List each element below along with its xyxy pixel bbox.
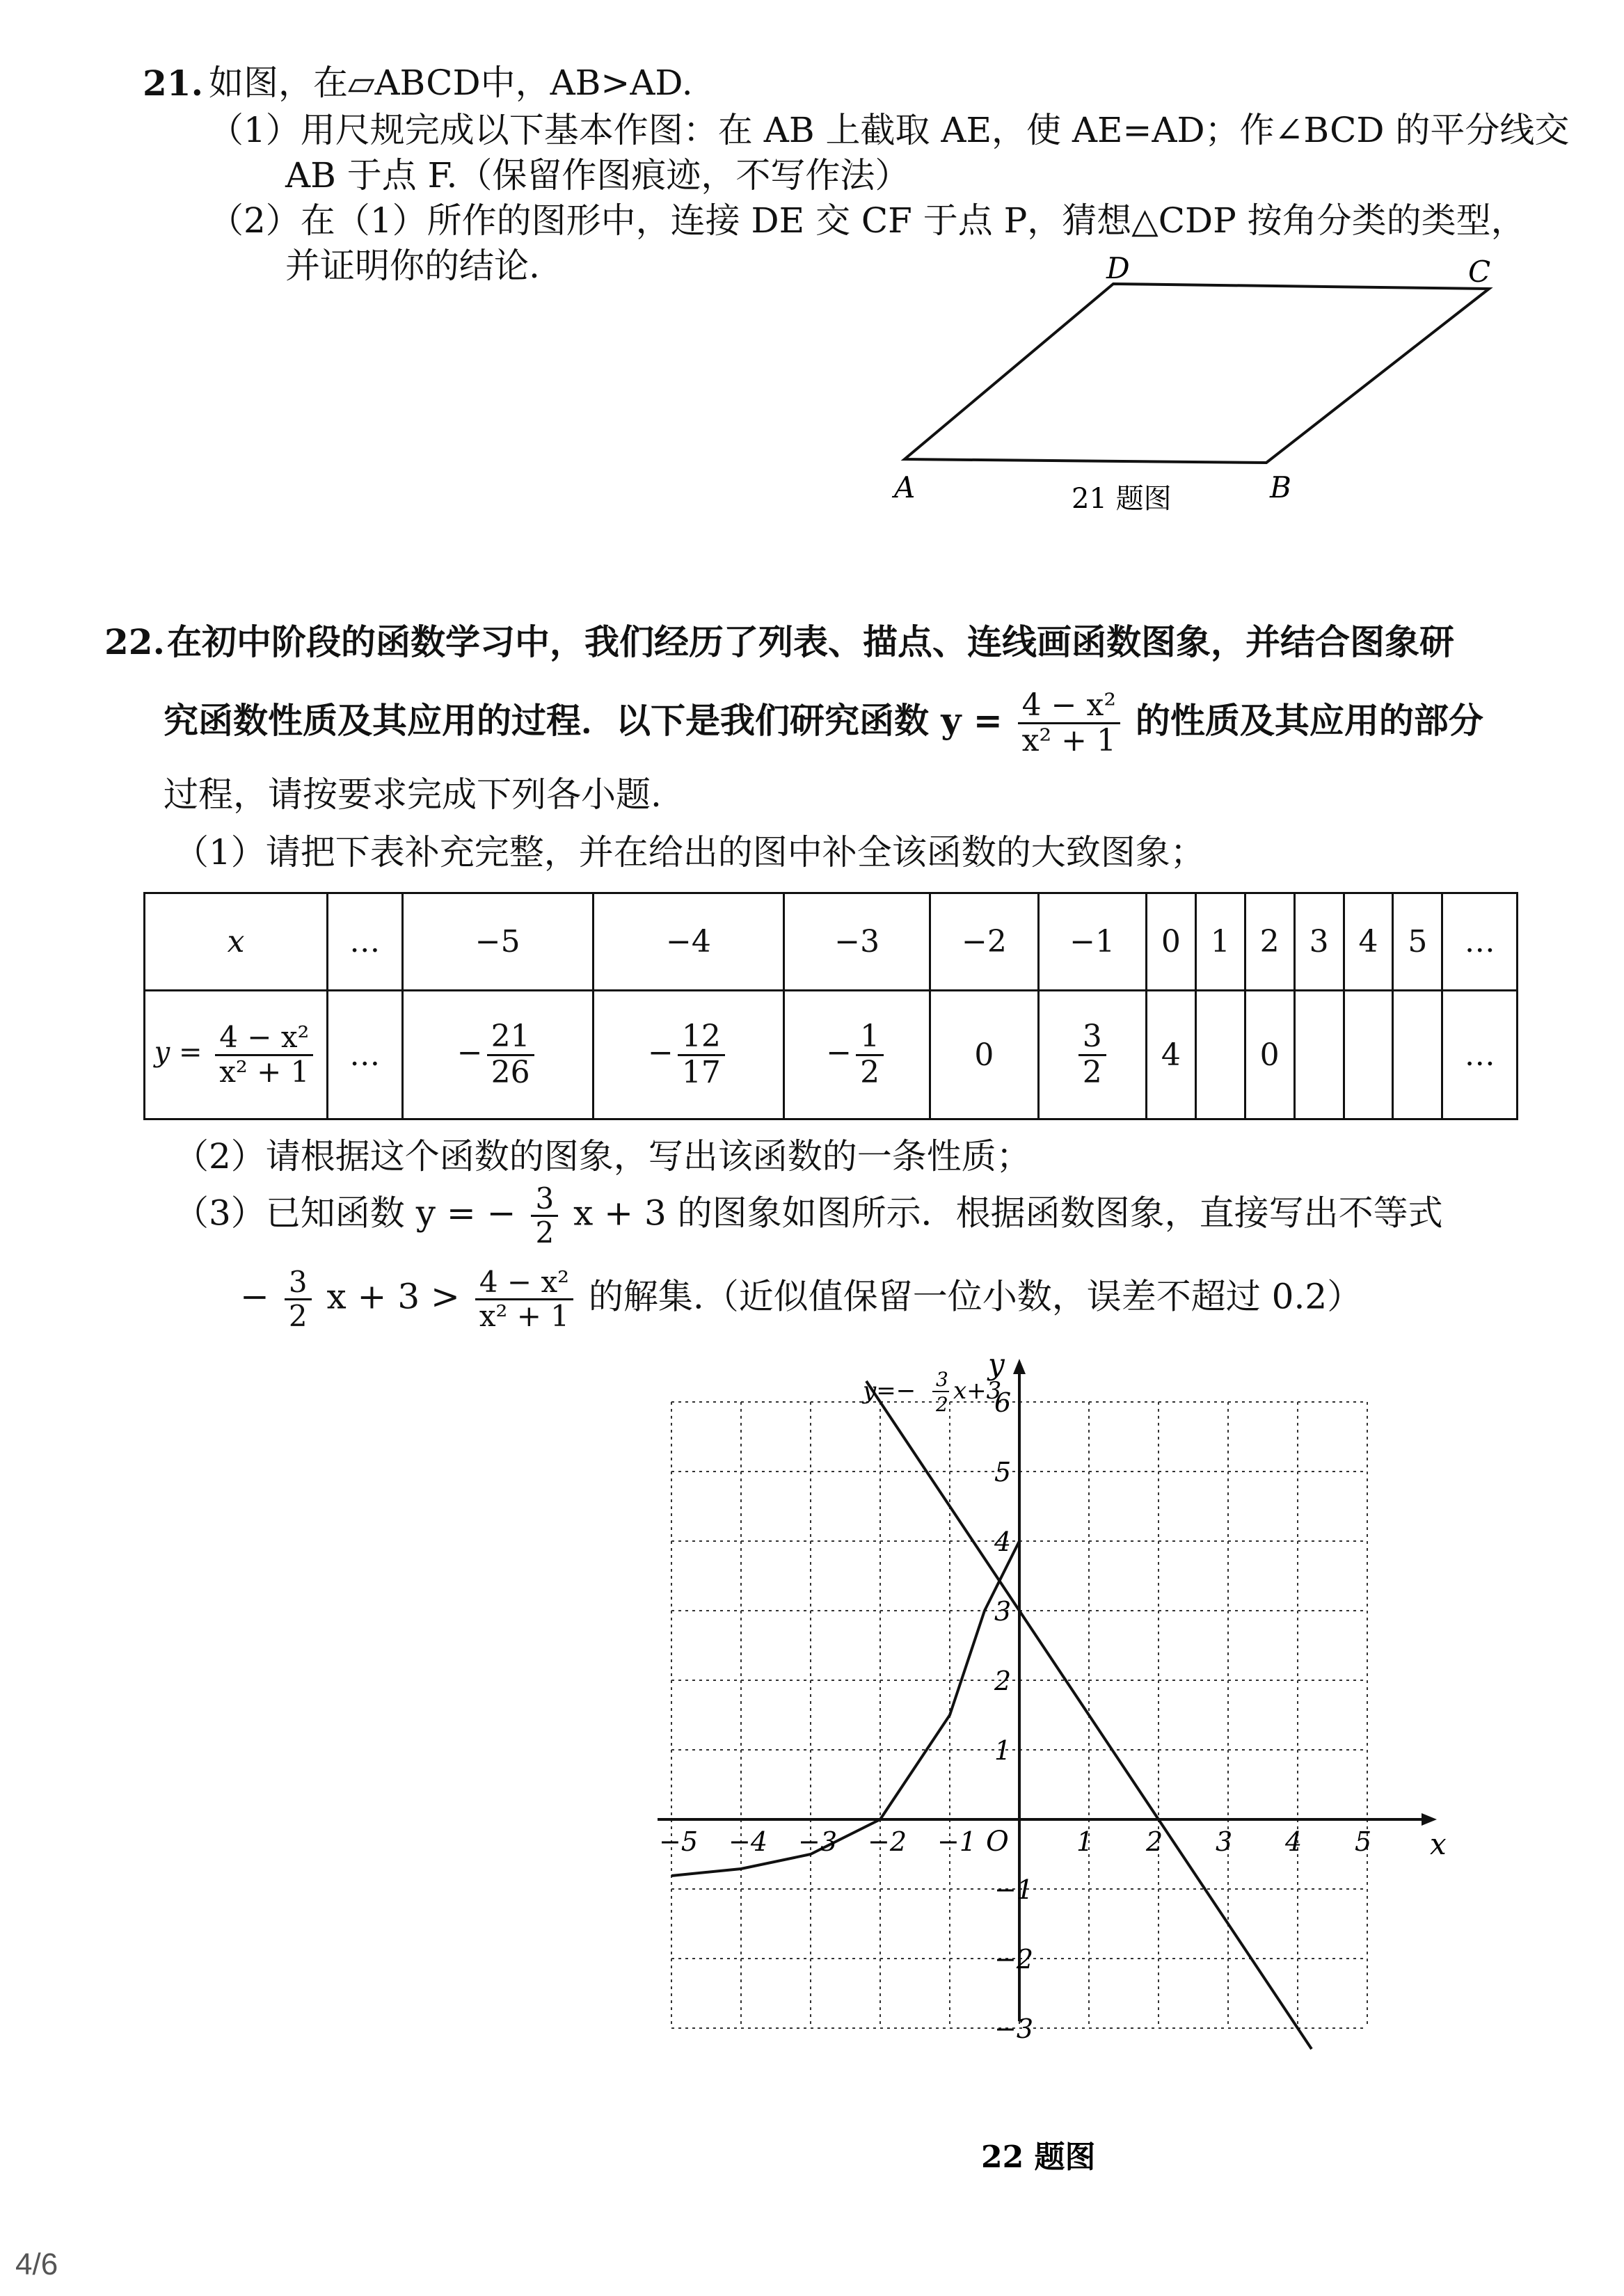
vertex-a-label: A (894, 470, 916, 504)
parallelogram-abcd (905, 284, 1489, 463)
minus-sign: − (456, 1035, 483, 1071)
q22-part3 (174, 1183, 1443, 1249)
x-tick-label: −1 (937, 1826, 977, 1857)
y-tick-label: −1 (994, 1874, 1034, 1905)
table-cell: … (328, 991, 403, 1119)
cell-fraction-den: 2 (860, 1054, 880, 1090)
q22-part3-before: （3）已知函数 y = − (174, 1193, 516, 1234)
table-cell: 1 (1195, 893, 1245, 991)
vertex-c-label: C (1468, 255, 1491, 289)
y-tick-label: 3 (994, 1596, 1012, 1627)
value-table (143, 892, 1518, 1120)
y-tick-label: 1 (994, 1735, 1012, 1766)
q22-part1: （1）请把下表补充完整，并在给出的图中补全该函数的大致图象； (174, 832, 1205, 872)
q22-line2-after: 的性质及其应用的部分 (1135, 699, 1483, 741)
cell-fraction-num: 3 (1078, 1020, 1106, 1055)
q22-number: 22. (104, 621, 165, 662)
origin-label: O (986, 1826, 1009, 1858)
table-cell: 3 (1294, 893, 1344, 991)
q22-inequality (240, 1266, 1362, 1332)
table-cell (1038, 991, 1146, 1119)
cell-fraction (1078, 1020, 1106, 1090)
function-denominator: x² + 1 (1021, 723, 1116, 759)
table-cell: −2 (930, 893, 1038, 991)
table-cell: 0 (1245, 991, 1294, 1119)
y-tick-label: 2 (994, 1666, 1012, 1696)
minus-sign: − (826, 1035, 852, 1071)
table-header-y (145, 991, 328, 1119)
y-label-fraction (215, 1021, 313, 1087)
vertex-d-label: D (1106, 251, 1130, 285)
q22-line2 (164, 689, 1483, 758)
table-cell: 0 (1146, 893, 1195, 991)
x-tick-label: −4 (729, 1826, 768, 1857)
table-row-x (145, 893, 1518, 991)
ineq-right-fraction (475, 1266, 573, 1332)
table-cell (1294, 991, 1344, 1119)
ineq-right-frac-num: 4 − x² (475, 1266, 573, 1300)
x-tick-label: −2 (868, 1826, 907, 1857)
table-cell (1393, 991, 1442, 1119)
table-cell: 4 (1146, 991, 1195, 1119)
q22-line1: 在初中阶段的函数学习中，我们经历了列表、描点、连线画函数图象，并结合图象研 (167, 621, 1454, 662)
cell-fraction-den: 17 (681, 1054, 721, 1090)
y-tick-label: 4 (994, 1526, 1012, 1557)
series-line-rational (671, 1541, 1019, 1876)
function-graph (659, 1343, 1524, 2178)
q21-part2-line2: 并证明你的结论. (285, 246, 540, 286)
table-cell (402, 991, 593, 1119)
x-tick-label: 5 (1355, 1826, 1372, 1857)
x-tick-label: 1 (1076, 1826, 1094, 1857)
x-tick-label: −3 (798, 1826, 838, 1857)
x-tick-label: −5 (659, 1826, 699, 1857)
table-cell (784, 991, 930, 1119)
parallelogram-figure (877, 250, 1517, 515)
line-label-head: y=− (863, 1377, 916, 1405)
x-tick-label: 4 (1285, 1826, 1303, 1857)
q21-part1-line2: AB 于点 F.（保留作图痕迹，不写作法） (285, 155, 910, 196)
table-cell: 4 (1344, 893, 1393, 991)
ineq-left-frac-den: 2 (288, 1299, 308, 1334)
cell-fraction (678, 1020, 725, 1090)
y-label-numerator: 4 − x² (215, 1021, 313, 1055)
series (671, 1381, 1312, 2049)
q22-part3-fraction (531, 1183, 558, 1249)
line-label-frac-num: 3 (936, 1368, 948, 1391)
y-label-denominator: x² + 1 (219, 1054, 310, 1089)
cell-fraction (487, 1020, 534, 1090)
table-cell: −5 (402, 893, 593, 991)
y-tick-label: 6 (994, 1387, 1012, 1418)
y-tick-label: −2 (994, 1944, 1034, 1975)
graph-caption: 22 题图 (981, 2139, 1096, 2175)
function-numerator: 4 − x² (1018, 689, 1120, 724)
q21-stem: 如图，在▱ABCD中，AB>AD. (209, 63, 693, 103)
x-axis-arrow (1422, 1813, 1437, 1826)
table-cell: −4 (593, 893, 783, 991)
cell-fraction (856, 1020, 884, 1090)
table-cell: −1 (1038, 893, 1146, 991)
labels (659, 1347, 1447, 2044)
q22-part3-after: x + 3 的图象如图所示．根据函数图象，直接写出不等式 (573, 1193, 1443, 1234)
part3-frac-num: 3 (531, 1183, 558, 1217)
table-cell: 2 (1245, 893, 1294, 991)
y-label-prefix: y = (154, 1037, 202, 1069)
line-label (861, 1377, 916, 1405)
vertex-b-label: B (1270, 470, 1291, 504)
q21-part1-line1: （1）用尺规完成以下基本作图：在 AB 上截取 AE，使 AE=AD；作∠BCD 的平分线交 (209, 110, 1570, 150)
y-tick-label: 5 (994, 1457, 1012, 1488)
q22-part2: （2）请根据这个函数的图象，写出该函数的一条性质； (174, 1136, 1031, 1177)
ineq-right-frac-den: x² + 1 (479, 1299, 569, 1334)
ineq-left-suffix: x + 3 > (326, 1276, 460, 1317)
y-tick-label: −3 (994, 2014, 1034, 2044)
ineq-after: 的解集.（近似值保留一位小数，误差不超过 0.2） (588, 1276, 1362, 1317)
axes (658, 1359, 1437, 2021)
table-cell: … (328, 893, 403, 991)
line-label-tail: x+3 (953, 1377, 1002, 1405)
table-cell (1344, 991, 1393, 1119)
page-number: 4/6 (15, 2247, 58, 2281)
q22-function-fraction (1018, 689, 1120, 758)
q21-number: 21. (143, 63, 203, 104)
table-cell (1195, 991, 1245, 1119)
cell-fraction-den: 26 (491, 1054, 530, 1090)
table-cell: … (1442, 893, 1518, 991)
table-cell (593, 991, 783, 1119)
q22-line2-before: 究函数性质及其应用的过程．以下是我们研究函数 y = (164, 699, 1003, 741)
cell-fraction-num: 12 (678, 1020, 725, 1055)
figure-21-caption: 21 题图 (1072, 483, 1172, 515)
ineq-left-prefix: − (240, 1276, 269, 1317)
y-axis-label: y (988, 1347, 1005, 1381)
ineq-left-frac-num: 3 (285, 1266, 312, 1300)
ineq-left-fraction (285, 1266, 312, 1332)
table-row-y (145, 991, 1518, 1119)
q22-line3: 过程，请按要求完成下列各小题. (164, 774, 662, 815)
q21-part2-line1: （2）在（1）所作的图形中，连接 DE 交 CF 于点 P，猜想△CDP 按角分类的类型， (209, 200, 1526, 241)
cell-fraction-num: 1 (856, 1020, 884, 1055)
table-cell: … (1442, 991, 1518, 1119)
table-header-x: x (145, 893, 328, 991)
table-cell: 5 (1393, 893, 1442, 991)
x-axis-label: x (1430, 1827, 1447, 1861)
x-tick-label: 3 (1216, 1826, 1233, 1857)
x-tick-label: 2 (1146, 1826, 1163, 1857)
table-cell: −3 (784, 893, 930, 991)
cell-fraction-num: 21 (487, 1020, 534, 1055)
minus-sign: − (647, 1035, 674, 1071)
part3-frac-den: 2 (535, 1215, 555, 1250)
y-axis-arrow (1013, 1359, 1026, 1374)
table-cell: 0 (930, 991, 1038, 1119)
cell-fraction-den: 2 (1082, 1054, 1102, 1090)
line-label-frac-den: 2 (936, 1393, 948, 1416)
